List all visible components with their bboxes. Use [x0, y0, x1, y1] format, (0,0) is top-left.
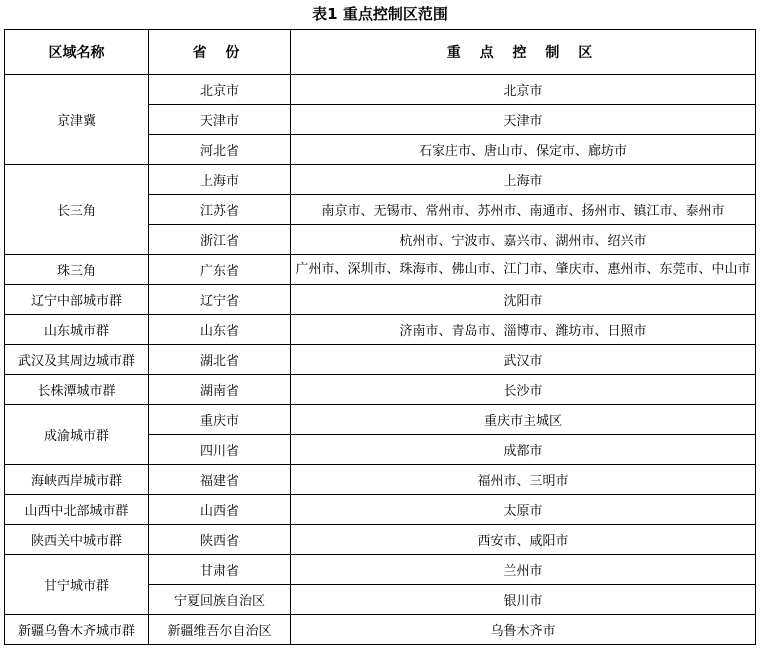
area-cell: 乌鲁木齐市 [291, 615, 756, 645]
table-row [5, 75, 756, 105]
region-cell: 长株潭城市群 [5, 375, 149, 405]
area-cell: 杭州市、宁波市、嘉兴市、湖州市、绍兴市 [291, 225, 756, 255]
key-control-area-table [4, 29, 756, 645]
header-region: 区域名称 [5, 30, 149, 75]
area-cell: 武汉市 [291, 345, 756, 375]
area-cell: 银川市 [291, 585, 756, 615]
table-row [5, 285, 756, 315]
province-cell: 辽宁省 [149, 285, 291, 315]
province-cell: 上海市 [149, 165, 291, 195]
area-cell: 成都市 [291, 435, 756, 465]
area-cell: 广州市、深圳市、珠海市、佛山市、江门市、肇庆市、惠州市、东莞市、中山市 [291, 255, 756, 285]
header-province: 省 份 [149, 30, 291, 75]
table-row [5, 315, 756, 345]
area-cell: 石家庄市、唐山市、保定市、廊坊市 [291, 135, 756, 165]
region-cell: 辽宁中部城市群 [5, 285, 149, 315]
region-cell: 新疆乌鲁木齐城市群 [5, 615, 149, 645]
area-cell: 济南市、青岛市、淄博市、潍坊市、日照市 [291, 315, 756, 345]
province-cell: 湖南省 [149, 375, 291, 405]
area-cell: 福州市、三明市 [291, 465, 756, 495]
area-cell: 上海市 [291, 165, 756, 195]
table-row [5, 555, 756, 585]
province-cell: 宁夏回族自治区 [149, 585, 291, 615]
region-cell: 珠三角 [5, 255, 149, 285]
table-row [5, 255, 756, 285]
region-cell: 海峡西岸城市群 [5, 465, 149, 495]
area-cell: 西安市、咸阳市 [291, 525, 756, 555]
header-row [5, 30, 756, 75]
province-cell: 北京市 [149, 75, 291, 105]
province-cell: 江苏省 [149, 195, 291, 225]
header-area: 重 点 控 制 区 [291, 30, 756, 75]
province-cell: 河北省 [149, 135, 291, 165]
province-cell: 天津市 [149, 105, 291, 135]
province-cell: 浙江省 [149, 225, 291, 255]
area-cell: 兰州市 [291, 555, 756, 585]
table-caption: 表1 重点控制区范围 [312, 5, 448, 23]
table-row [5, 525, 756, 555]
region-cell: 山西中北部城市群 [5, 495, 149, 525]
region-cell: 长三角 [5, 165, 149, 255]
region-cell: 京津冀 [5, 75, 149, 165]
province-cell: 广东省 [149, 255, 291, 285]
province-cell: 甘肃省 [149, 555, 291, 585]
region-cell: 成渝城市群 [5, 405, 149, 465]
area-cell: 重庆市主城区 [291, 405, 756, 435]
table-row [5, 165, 756, 195]
table-row [5, 345, 756, 375]
area-cell: 北京市 [291, 75, 756, 105]
area-cell: 长沙市 [291, 375, 756, 405]
area-cell: 天津市 [291, 105, 756, 135]
region-cell: 陕西关中城市群 [5, 525, 149, 555]
table-row [5, 375, 756, 405]
province-cell: 湖北省 [149, 345, 291, 375]
province-cell: 山西省 [149, 495, 291, 525]
area-cell: 沈阳市 [291, 285, 756, 315]
province-cell: 山东省 [149, 315, 291, 345]
table-row [5, 405, 756, 435]
province-cell: 陕西省 [149, 525, 291, 555]
region-cell: 武汉及其周边城市群 [5, 345, 149, 375]
region-cell: 甘宁城市群 [5, 555, 149, 615]
province-cell: 重庆市 [149, 405, 291, 435]
province-cell: 新疆维吾尔自治区 [149, 615, 291, 645]
table-row [5, 615, 756, 645]
table-row [5, 465, 756, 495]
table-row [5, 495, 756, 525]
province-cell: 四川省 [149, 435, 291, 465]
area-cell: 南京市、无锡市、常州市、苏州市、南通市、扬州市、镇江市、泰州市 [291, 195, 756, 225]
province-cell: 福建省 [149, 465, 291, 495]
region-cell: 山东城市群 [5, 315, 149, 345]
area-cell: 太原市 [291, 495, 756, 525]
